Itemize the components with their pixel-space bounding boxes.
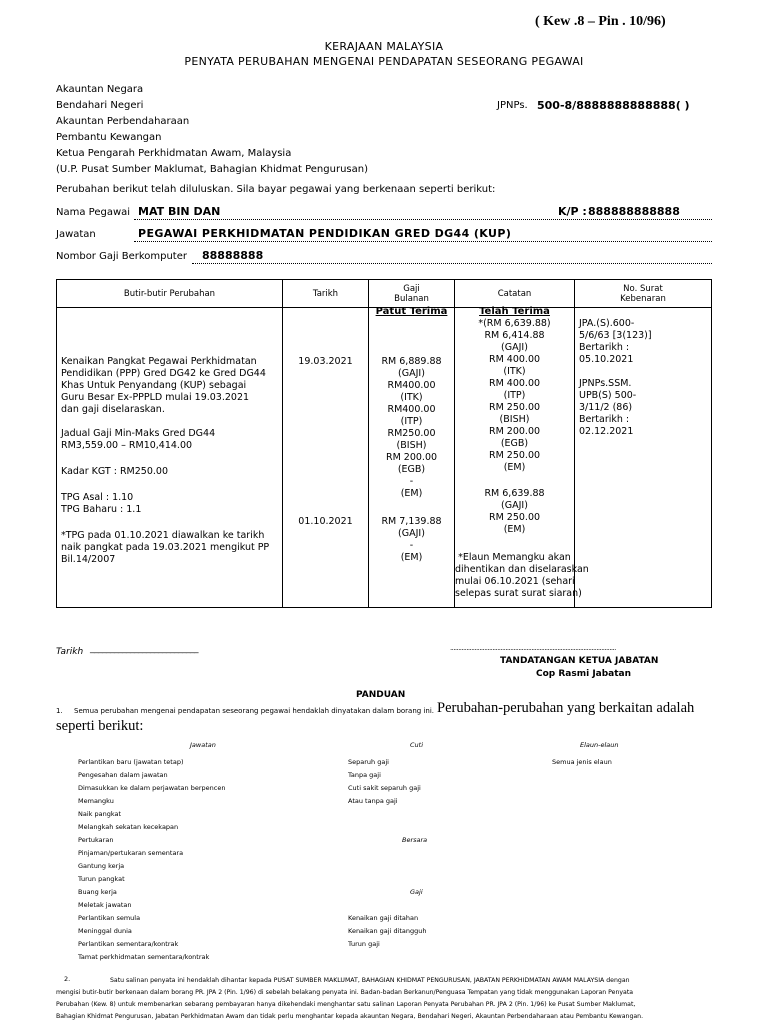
panduan-title: PANDUAN	[356, 690, 406, 700]
list-item: Gantung kerja	[78, 862, 125, 870]
patut-line: (GAJI)	[398, 528, 425, 539]
jawatan-value: PEGAWAI PERKHIDMATAN PENDIDIKAN GRED DG44 (KUP)	[138, 227, 512, 240]
header-tarikh	[283, 280, 369, 308]
gaji-berkomputer-line	[192, 249, 712, 264]
jpnps-label: JPNPs.	[497, 100, 528, 111]
list-item: Pertukaran	[78, 836, 114, 844]
telah-line: (ITP)	[503, 390, 526, 401]
panduan-item1-large-cont: seperti berikut:	[56, 718, 144, 734]
butir-line: Kenaikan Pangkat Pegawai Perkhidmatan	[61, 356, 257, 367]
page-title: KERAJAAN MALAYSIA	[324, 40, 444, 53]
patut-line: (BISH)	[396, 440, 427, 451]
gaji-heading: Gaji	[410, 888, 423, 896]
patut-line: RM 200.00	[385, 452, 438, 463]
patut-line: -	[409, 476, 414, 487]
form-reference-code: ( Kew .8 – Pin . 10/96)	[535, 14, 666, 29]
patut-line: (EGB)	[397, 464, 426, 475]
telah-line: RM 250.00	[488, 402, 541, 413]
list-item: Turun gaji	[348, 940, 380, 948]
butir-line: Bil.14/2007	[61, 554, 116, 565]
recipient-item: Bendahari Negeri	[56, 100, 144, 111]
surat-line: 02.12.2021	[579, 426, 634, 437]
surat-cell	[575, 308, 712, 608]
butir-line: naik pangkat pada 19.03.2021 mengikut PP	[61, 542, 270, 553]
panduan-item1-large: Perubahan-perubahan yang berkaitan adalah	[437, 700, 695, 716]
recipient-item: Akauntan Perbendaharaan	[56, 116, 190, 127]
surat-line: UPB(S) 500-	[579, 390, 637, 401]
header-surat-label: No. Surat	[623, 283, 663, 294]
signature-line: ......................................................................................................	[450, 644, 616, 652]
list-item: Perlantikan semula	[78, 914, 141, 922]
header-bulanan-label: Bulanan	[394, 293, 429, 304]
list-item: Meninggal dunia	[78, 927, 132, 935]
butir-line: Kadar KGT : RM250.00	[61, 466, 168, 477]
list-item: Kenaikan gaji ditangguh	[348, 927, 427, 935]
telah-line: (GAJI)	[501, 500, 528, 511]
butir-line: Jadual Gaji Min-Maks Gred DG44	[61, 428, 216, 439]
bersara-heading: Bersara	[402, 836, 428, 844]
kp-label: K/P :	[558, 205, 587, 218]
list-item: Pinjaman/pertukaran sementara	[78, 849, 184, 857]
list-item: Melangkah sekatan kecekapan	[78, 823, 179, 831]
surat-line: 05.10.2021	[579, 354, 634, 365]
butir-line: TPG Baharu : 1.1	[61, 504, 142, 515]
kp-value: 888888888888	[588, 205, 680, 218]
list-item: Buang kerja	[78, 888, 117, 896]
recipient-item: Pembantu Kewangan	[56, 132, 162, 143]
list-item: Tanpa gaji	[348, 771, 381, 779]
patut-line: -	[409, 540, 414, 551]
telah-line: (ITK)	[503, 366, 526, 377]
telah-line: (GAJI)	[501, 342, 528, 353]
header-gaji	[369, 280, 455, 308]
list-item: Atau tanpa gaji	[348, 797, 398, 805]
col-jawatan-heading: Jawatan	[190, 741, 216, 749]
signature-subtitle: Cop Rasmi Jabatan	[536, 669, 632, 679]
telah-note-line: mulai 06.10.2021 (sehari	[455, 576, 575, 587]
table-row	[57, 308, 712, 608]
surat-line: Bertarikh :	[579, 414, 630, 425]
butir-line: TPG Asal : 1.10	[61, 492, 134, 503]
telah-terima-cell	[455, 306, 589, 608]
patut-line: (ITP)	[400, 416, 423, 427]
telah-line: (BISH)	[499, 414, 530, 425]
patut-line: (EM)	[400, 488, 423, 499]
surat-line: 5/6/63 [3(123)]	[579, 330, 652, 341]
telah-line: RM 6,639.88	[484, 488, 545, 499]
butir-line: Guru Besar Ex-PPPLD mulai 19.03.2021	[61, 392, 250, 403]
gaji-berkomputer-label: Nombor Gaji Berkomputer	[56, 251, 187, 262]
patut-line: RM250.00	[387, 428, 436, 439]
header-catatan-label: Catatan	[497, 288, 532, 299]
signature-title: TANDATANGAN KETUA JABATAN	[500, 656, 659, 666]
header-butir	[57, 280, 283, 308]
nama-label: Nama Pegawai	[56, 207, 131, 218]
page-subtitle: PENYATA PERUBAHAN MENGENAI PENDAPATAN SESEORANG PEGAWAI	[184, 55, 584, 68]
tarikh-value: 19.03.2021	[298, 356, 353, 367]
surat-line: JPA.(S).600-	[579, 318, 635, 329]
telah-note-line: selepas surat surat siaran)	[455, 588, 582, 599]
panduan-item2-line: mengisi butir-butir berkenaan dalam borang PR. JPA 2 (Pin. 1/96) di sebelah belakang penyata ini. Badan-badan Berkanun/Penguasa Tempatan yang tidak menggunakan Laporan Penyata	[56, 989, 634, 996]
telah-line: RM 200.00	[488, 426, 541, 437]
table-header-row	[57, 280, 712, 308]
butir-line: RM3,559.00 – RM10,414.00	[61, 440, 193, 451]
tarikh-cell	[283, 308, 369, 608]
patut-line: RM 6,889.88	[381, 356, 442, 367]
patut-line: RM400.00	[387, 380, 436, 391]
col-cuti-heading: Cuti	[410, 741, 424, 749]
panduan-item2-line: Satu salinan penyata ini hendaklah dihantar kepada PUSAT SUMBER MAKLUMAT, BAHAGIAN KHIDMAT PENGURUSAN, JABATAN PERKHIDMATAN AWAM MALAYSIA dengan	[110, 977, 630, 984]
recipient-item: Ketua Pengarah Perkhidmatan Awam, Malaysia	[56, 148, 292, 159]
changes-table	[56, 279, 712, 608]
telah-line: (EM)	[503, 524, 526, 535]
list-item: Perlantikan sementara/kontrak	[78, 940, 179, 948]
telah-note-line: dihentikan dan diselaraskan	[455, 564, 589, 575]
butir-cell	[57, 308, 283, 608]
header-kebenaran-label: Kebenaran	[620, 293, 666, 304]
telah-line: *(RM 6,639.88)	[478, 318, 551, 329]
butir-line: dan gaji diselaraskan.	[61, 404, 165, 415]
surat-line: JPNPs.SSM.	[579, 378, 632, 389]
tarikh-line: ___________________________	[90, 644, 198, 654]
list-item: Semua jenis elaun	[552, 758, 612, 766]
telah-line: RM 400.00	[488, 378, 541, 389]
list-item: Perlantikan baru (jawatan tetap)	[78, 758, 184, 766]
telah-line: RM 250.00	[488, 450, 541, 461]
jpnps-reference: 500-8/8888888888888( )	[537, 99, 690, 112]
header-tarikh-label: Tarikh	[312, 288, 339, 299]
patut-line: (ITK)	[400, 392, 423, 403]
list-item: Dimasukkan ke dalam perjawatan berpencen	[78, 784, 226, 792]
patut-line: (EM)	[400, 552, 423, 563]
gaji-berkomputer-value: 88888888	[202, 249, 264, 262]
header-surat	[575, 280, 712, 308]
panduan-item2-line: Perubahan (Kew. 8) untuk membenarkan sebarang pembayaran hanya dikehendaki menghantar satu salinan Laporan Penyata Perubahan PR. JPA 2 (Pin. 1/96) ke Pusat Sumber Maklumat,	[56, 1001, 636, 1008]
col-elaun-heading: Elaun-elaun	[580, 741, 619, 749]
telah-line: RM 6,414.88	[484, 330, 545, 341]
patut-line: (GAJI)	[398, 368, 425, 379]
patut-line: RM400.00	[387, 404, 436, 415]
panduan-item2-text	[56, 975, 712, 1023]
list-item: Turun pangkat	[78, 875, 125, 883]
recipient-item: Akauntan Negara	[56, 84, 144, 95]
telah-line: RM 400.00	[488, 354, 541, 365]
list-item: Separuh gaji	[348, 758, 389, 766]
list-item: Tamat perkhidmatan sementara/kontrak	[78, 953, 210, 961]
patut-line: RM 7,139.88	[381, 516, 442, 527]
surat-line: Bertarikh :	[579, 342, 630, 353]
list-item: Naik pangkat	[78, 810, 122, 818]
tarikh-label: Tarikh	[56, 647, 84, 657]
list-item: Cuti sakit separuh gaji	[348, 784, 421, 792]
patut-terima-heading: Patut Terima	[375, 306, 448, 317]
list-item: Meletak jawatan	[78, 901, 132, 909]
jawatan-label: Jawatan	[56, 229, 96, 240]
butir-line: Pendidikan (PPP) Gred DG42 ke Gred DG44	[61, 368, 266, 379]
butir-line: *TPG pada 01.10.2021 diawalkan ke tarikh	[61, 530, 265, 541]
panduan-item1-number: 1.	[56, 707, 63, 715]
intro-text: Perubahan berikut telah diluluskan. Sila bayar pegawai yang berkenaan seperti berikut:	[56, 184, 496, 195]
nama-value: MAT BIN DAN	[138, 205, 221, 218]
header-catatan	[455, 280, 575, 308]
list-item: Kenaikan gaji ditahan	[348, 914, 419, 922]
telah-terima-heading: Telah Terima	[479, 306, 550, 317]
telah-line: (EM)	[503, 462, 526, 473]
surat-line: 3/11/2 (86)	[579, 402, 633, 413]
header-butir-label: Butir-butir Perubahan	[123, 288, 216, 299]
panduan-item2-line: Bahagian Khidmat Pengurusan, Jabatan Perkhidmatan Awam dan tidak perlu menghantar kepada akauntan Negara, Bendahari Negeri, Akauntan Perbendaharaan atau Pembantu Kewangan.	[56, 1013, 644, 1020]
patut-terima-cell	[369, 308, 455, 608]
telah-note-line: *Elaun Memangku akan	[458, 552, 571, 563]
list-item: Memangku	[78, 797, 114, 805]
tarikh-value: 01.10.2021	[298, 516, 353, 527]
telah-line: RM 250.00	[488, 512, 541, 523]
header-gaji-label: Gaji	[403, 283, 420, 294]
telah-line: (EGB)	[500, 438, 529, 449]
panduan-item2-number: 2.	[64, 975, 71, 983]
butir-line: Khas Untuk Penyandang (KUP) sebagai	[61, 380, 247, 391]
recipient-item: (U.P. Pusat Sumber Maklumat, Bahagian Khidmat Pengurusan)	[56, 164, 368, 175]
list-item: Pengesahan dalam jawatan	[78, 771, 168, 779]
panduan-item1-text: Semua perubahan mengenai pendapatan seseorang pegawai hendaklah dinyatakan dalam borang ini.	[74, 707, 434, 715]
